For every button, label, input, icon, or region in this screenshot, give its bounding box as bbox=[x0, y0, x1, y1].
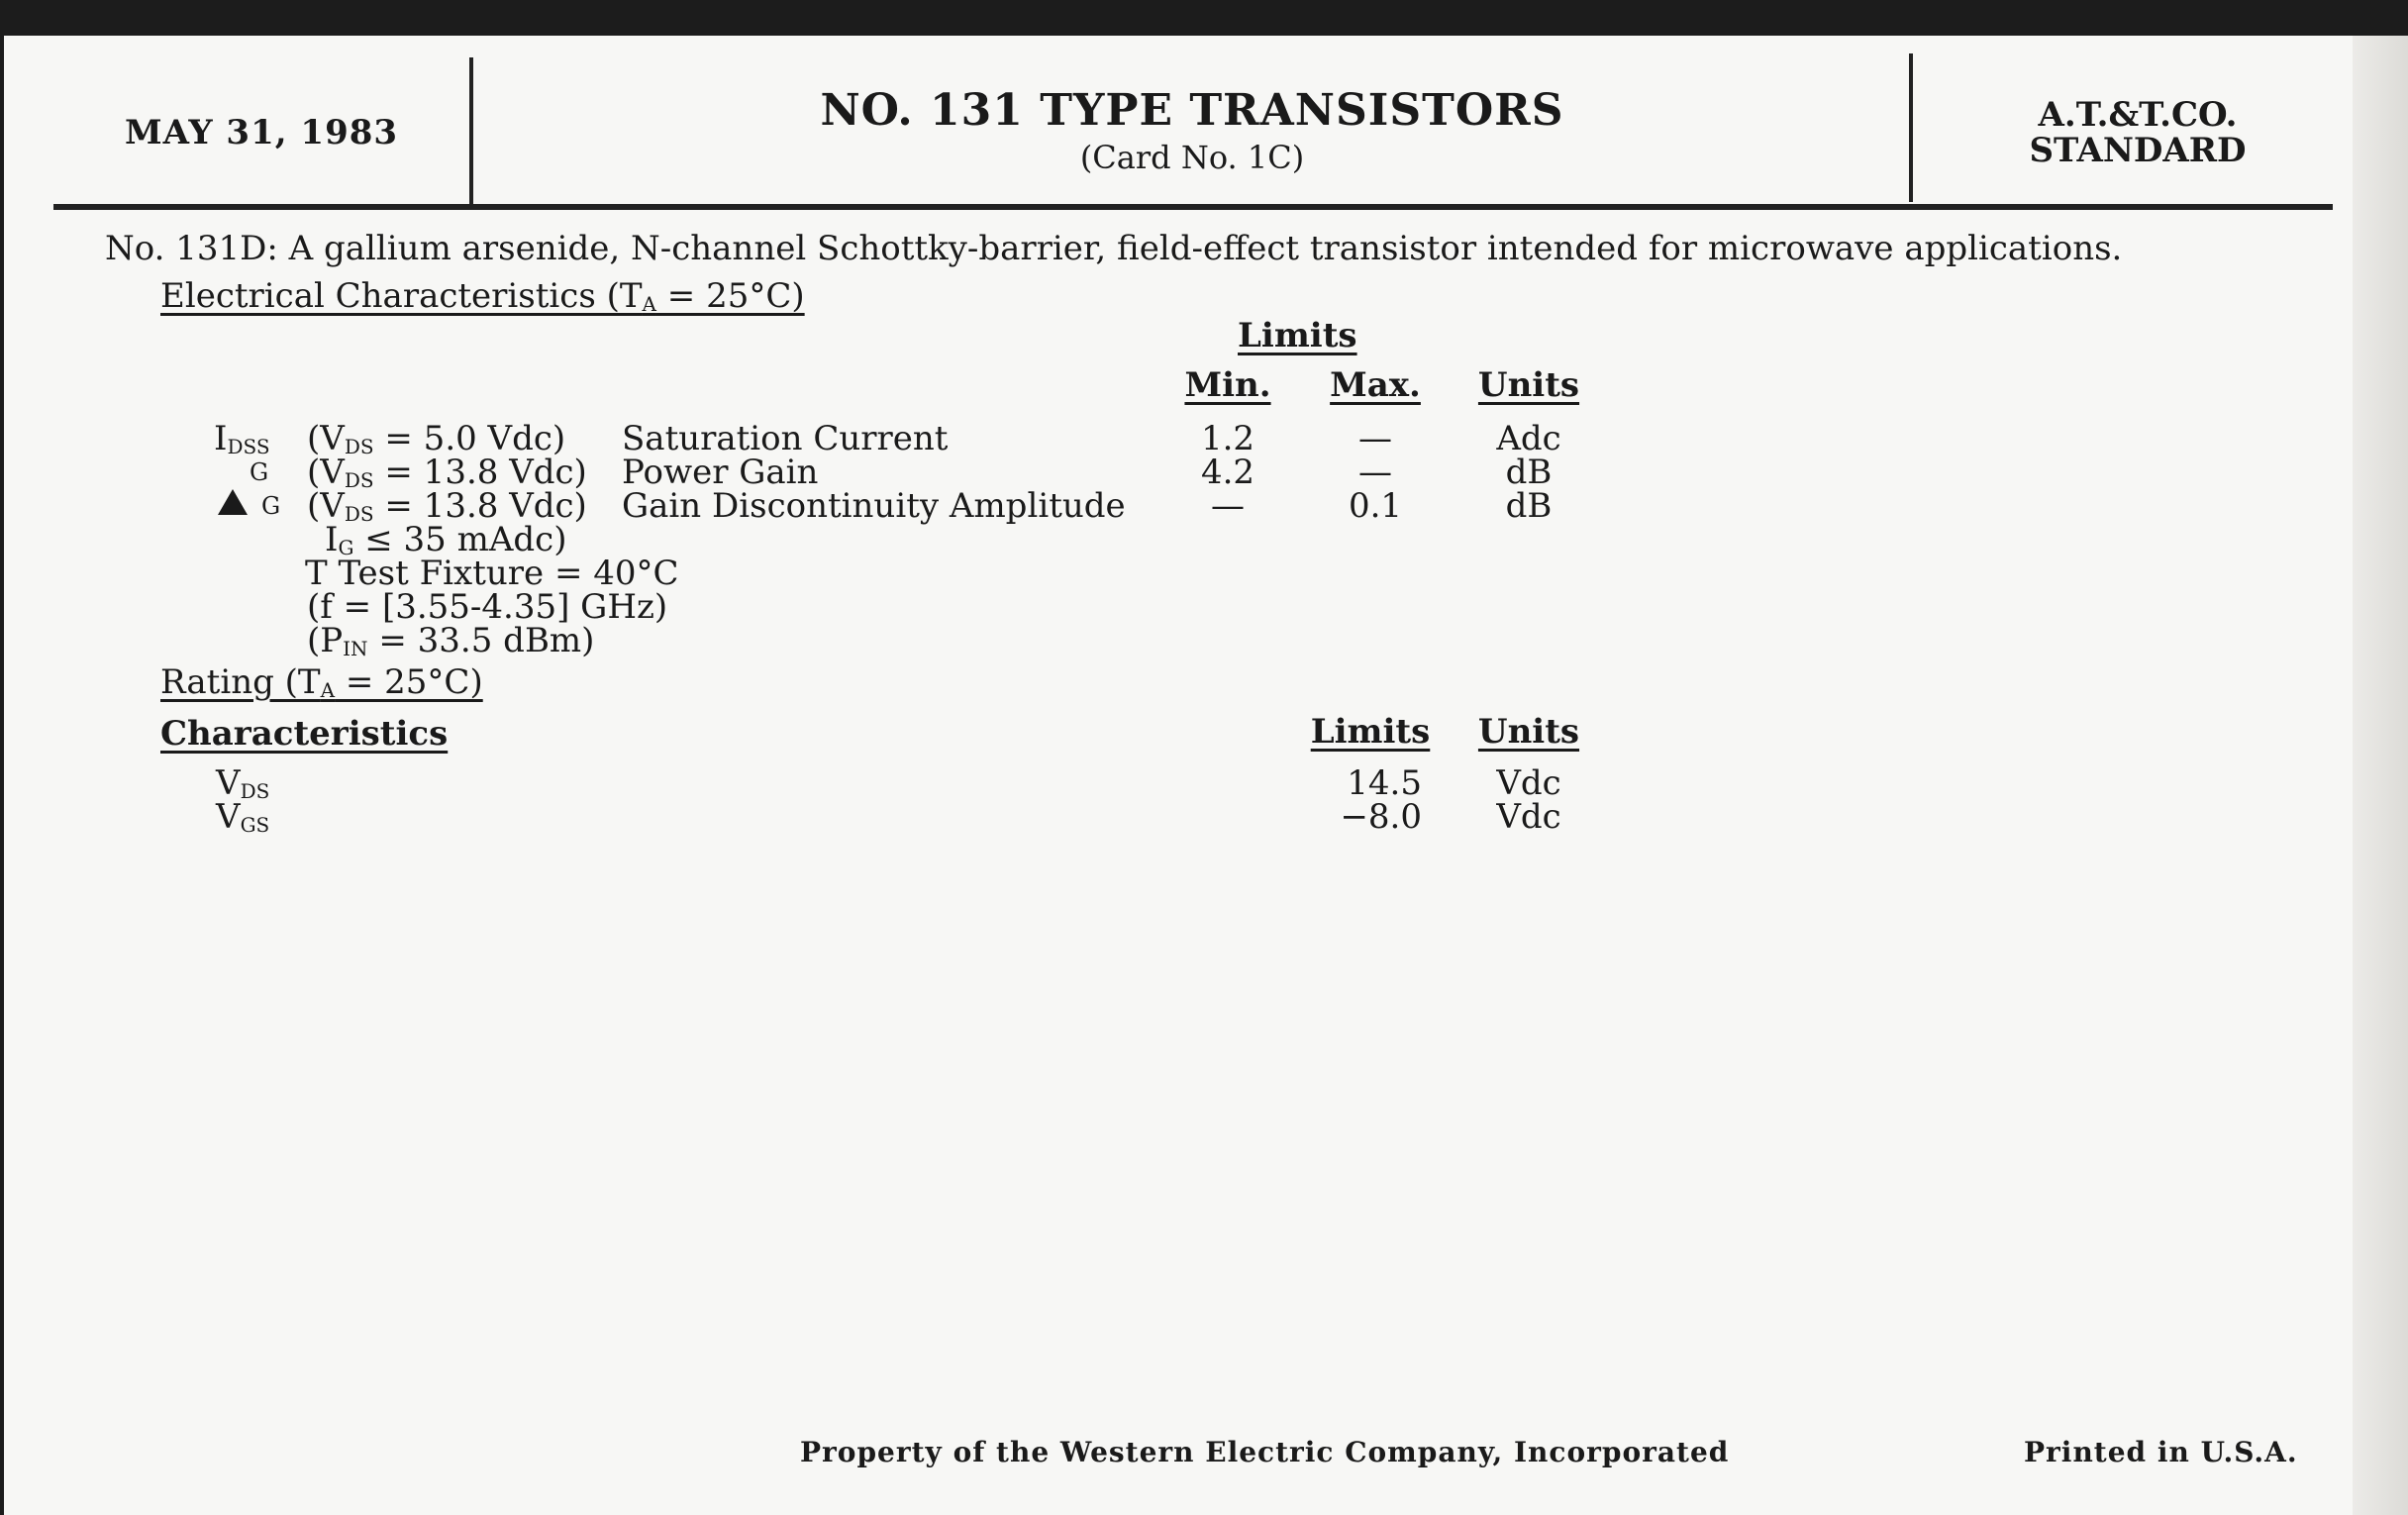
row-idss-units: Adc bbox=[1496, 419, 1561, 458]
condition-pin: (PIN = 33.5 dBm) bbox=[307, 621, 595, 660]
delta-triangle-icon bbox=[218, 489, 248, 515]
row-g-symbol: G bbox=[250, 458, 269, 486]
limits-header: Limits bbox=[1238, 316, 1357, 355]
card-edge-shading bbox=[2353, 36, 2408, 1515]
rating-vds-units: Vdc bbox=[1496, 763, 1561, 803]
rating-vgs-symbol: VGS bbox=[216, 797, 270, 837]
row-delta-g-symbol: G bbox=[261, 492, 281, 520]
row-delta-g-min: — bbox=[1211, 486, 1245, 526]
electrical-heading: Electrical Characteristics (TA = 25°C) bbox=[160, 276, 805, 316]
min-header: Min. bbox=[1184, 365, 1271, 405]
rating-vgs-limit: −8.0 bbox=[1340, 797, 1422, 837]
condition-fixture: T Test Fixture = 40°C bbox=[305, 554, 679, 593]
card-title: NO. 131 TYPE TRANSISTORS bbox=[820, 85, 1564, 136]
intro-text: No. 131D: A gallium arsenide, N-channel Schottky-barrier, field-effect transistor intended for microwave applications. bbox=[105, 229, 2123, 268]
rating-characteristics-header: Characteristics bbox=[160, 714, 449, 754]
footer-printed: Printed in U.S.A. bbox=[2024, 1436, 2298, 1468]
header-divider-right bbox=[1909, 53, 1913, 202]
units-header: Units bbox=[1477, 365, 1580, 405]
row-g-units: dB bbox=[1505, 453, 1553, 492]
condition-ig: IG ≤ 35 mAdc) bbox=[325, 520, 567, 559]
rating-limits-header: Limits bbox=[1310, 712, 1431, 752]
header-rule bbox=[53, 204, 2333, 210]
row-delta-g-units: dB bbox=[1505, 486, 1553, 526]
row-idss-min: 1.2 bbox=[1200, 419, 1255, 458]
card-number: (Card No. 1C) bbox=[1079, 139, 1305, 176]
card-date: MAY 31, 1983 bbox=[125, 113, 399, 152]
standard-line-1: A.T.&T.CO. bbox=[2038, 95, 2238, 135]
rating-vds-symbol: VDS bbox=[216, 763, 270, 803]
max-header: Max. bbox=[1330, 365, 1421, 405]
row-idss-condition: (VDS = 5.0 Vdc) bbox=[307, 419, 566, 458]
standard-line-2: STANDARD bbox=[2029, 131, 2247, 170]
rating-vds-limit: 14.5 bbox=[1347, 763, 1422, 803]
rating-units-header: Units bbox=[1477, 712, 1580, 752]
row-g-max: — bbox=[1358, 453, 1392, 492]
condition-frequency: (f = [3.55-4.35] GHz) bbox=[307, 587, 668, 627]
row-g-condition: (VDS = 13.8 Vdc) bbox=[307, 453, 587, 492]
standard-card bbox=[4, 36, 2408, 1515]
row-delta-g-name: Gain Discontinuity Amplitude bbox=[622, 486, 1126, 526]
row-g-name: Power Gain bbox=[622, 453, 819, 492]
row-idss-max: — bbox=[1358, 419, 1392, 458]
row-delta-g-condition: (VDS = 13.8 Vdc) bbox=[307, 486, 587, 526]
row-g-min: 4.2 bbox=[1200, 453, 1255, 492]
standard-label bbox=[1974, 97, 2301, 168]
row-delta-g-max: 0.1 bbox=[1348, 486, 1403, 526]
rating-heading: Rating (TA = 25°C) bbox=[160, 662, 483, 702]
row-idss-symbol: IDSS bbox=[214, 419, 270, 458]
row-idss-name: Saturation Current bbox=[622, 419, 949, 458]
footer-property: Property of the Western Electric Company, Incorporated bbox=[800, 1436, 1730, 1468]
rating-vgs-units: Vdc bbox=[1496, 797, 1561, 837]
